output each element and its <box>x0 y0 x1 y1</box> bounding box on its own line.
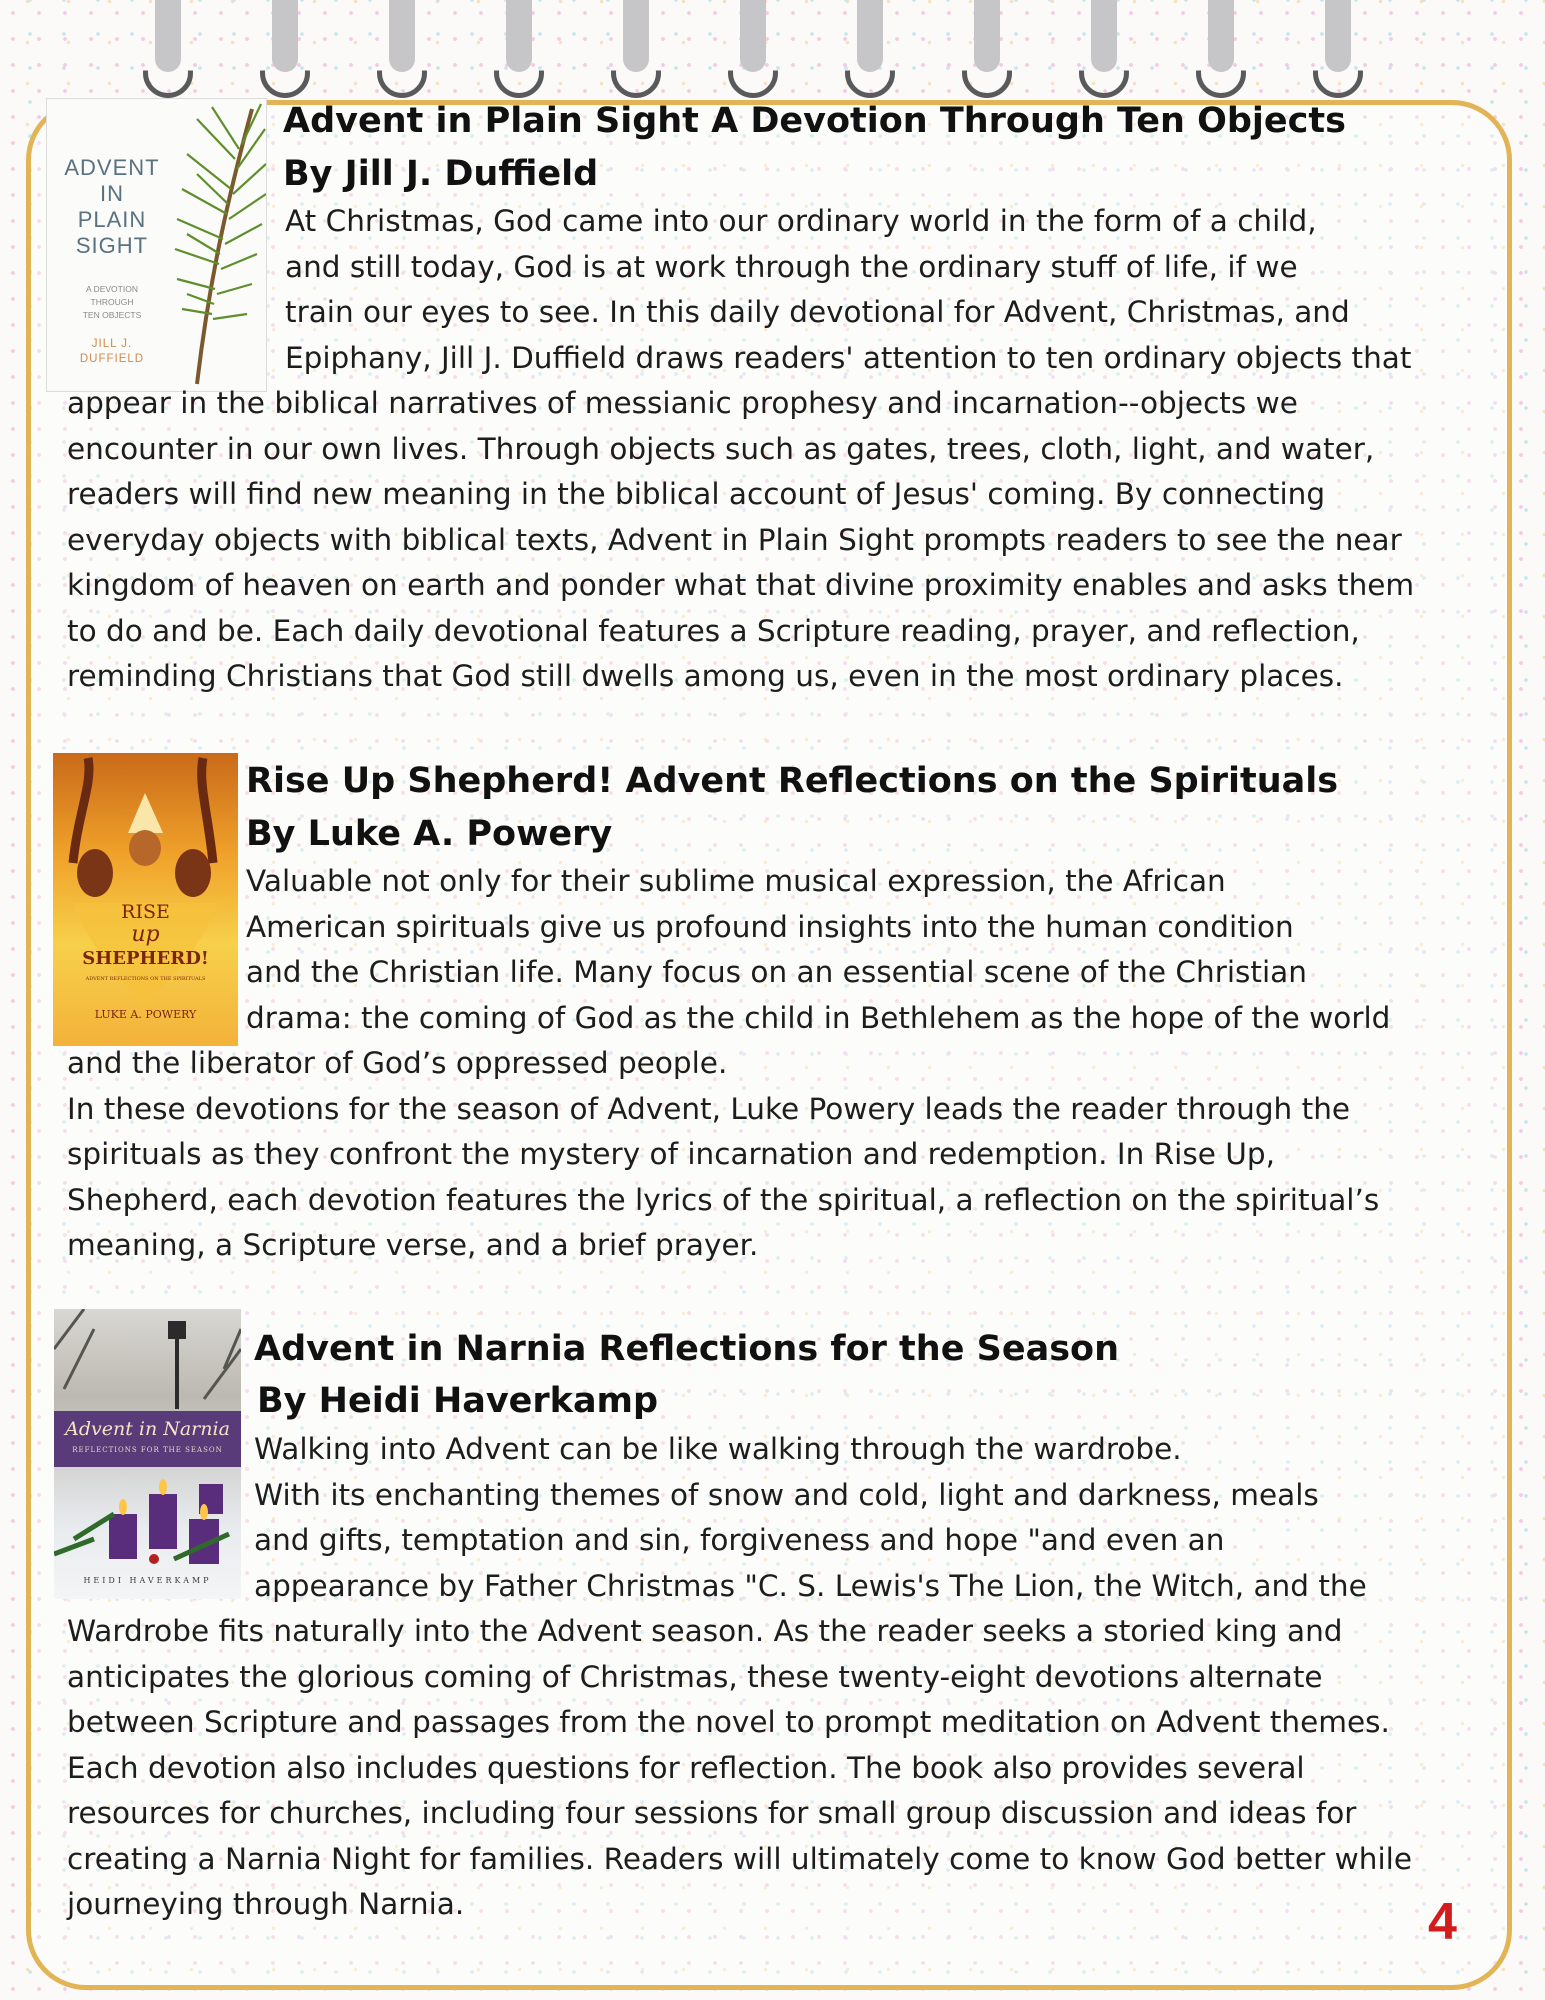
cover-title: Advent in Narnia <box>65 1418 230 1440</box>
cover-subtitle: A DEVOTION THROUGH TEN OBJECTS <box>82 284 142 320</box>
book-description: Valuable not only for their sublime musical expression, the African American spirituals give us profound insights into the human condition and the Christian life. Many focus on an essential scene of the Christian drama: the coming of God as the child in Bethlehem as the hope of the world and the liberator of God’s oppressed people. In these devotions for the season of Advent, Luke Powery leads the reader through the spirituals as they confront the mystery of incarnation and redemption. In Rise Up, Shepherd, each devotion features the lyrics of the spiritual, a reflection on the spiritual’s meaning, a Scripture verse, and a brief prayer. <box>67 864 1391 1262</box>
binding-ring <box>962 0 1012 100</box>
binding-ring <box>260 0 310 100</box>
book-author: By Heidi Haverkamp <box>257 1381 659 1421</box>
binding-ring <box>377 0 427 100</box>
book-author: By Luke A. Powery <box>246 814 613 854</box>
binding-ring <box>728 0 778 100</box>
book-description: At Christmas, God came into our ordinary world in the form of a child, and still today, God is at work through the ordinary stuff of life, if we train our eyes to see. In this daily devotional for Advent, Christmas, and Epiphany, Jill J. Duffield draws readers' attention to ten ordinary objects that appear in the biblical narratives of messianic prophesy and incarnation--objects we encounter in our own lives. Through objects such as gates, trees, cloth, light, and water, readers will find new meaning in the biblical account of Jesus' coming. By connecting everyday objects with biblical texts, Advent in Plain Sight prompts readers to see the near kingdom of heaven on earth and ponder what that divine proximity enables and asks them to do and be. Each daily devotional features a Scripture reading, prayer, and reflection, reminding Christians that God still dwells among us, even in the most ordinary places. <box>67 204 1415 693</box>
binding-ring <box>1313 0 1363 100</box>
binding-ring <box>1079 0 1129 100</box>
cover-subtitle: REFLECTIONS FOR THE SEASON <box>72 1446 223 1454</box>
cover-title: ADVENT IN PLAIN SIGHT <box>64 155 160 258</box>
book-author: By Jill J. Duffield <box>283 154 599 194</box>
cover-author: LUKE A. POWERY <box>94 1008 197 1021</box>
cover-subtitle: ADVENT REFLECTIONS ON THE SPIRITUALS <box>85 976 206 982</box>
book-title: Rise Up Shepherd! Advent Reflections on the Spirituals <box>246 761 1339 801</box>
binding-ring <box>611 0 661 100</box>
binding-ring <box>845 0 895 100</box>
book-description: Walking into Advent can be like walking through the wardrobe. With its enchanting themes of snow and cold, light and darkness, meals and gifts, temptation and sin, forgiveness and hope "and even an appearance by Father Christmas "C. S. Lewis's The Lion, the Witch, and the Wardrobe fits naturally into the Advent season. As the reader seeks a storied king and anticipates the glorious coming of Christmas, these twenty-eight devotions alternate between Scripture and passages from the novel to prompt meditation on Advent themes. Each devotion also includes questions for reflection. The book also provides several resources for churches, including four sessions for small group discussion and ideas for creating a Narnia Night for families. Readers will ultimately come to know God better while journeying through Narnia. <box>67 1432 1413 1921</box>
spiral-binding <box>0 0 1545 110</box>
cover-author: JILL J. DUFFIELD <box>79 338 145 365</box>
binding-ring <box>1196 0 1246 100</box>
cover-title: RISE up SHEPHERD! <box>82 901 209 969</box>
binding-ring <box>143 0 193 100</box>
book-title: Advent in Plain Sight A Devotion Through Ten Objects <box>283 101 1346 141</box>
book-title: Advent in Narnia Reflections for the Season <box>254 1329 1119 1369</box>
page-number: 4 <box>1428 1893 1457 1951</box>
cover-author: HEIDI HAVERKAMP <box>83 1576 212 1585</box>
binding-ring <box>494 0 544 100</box>
